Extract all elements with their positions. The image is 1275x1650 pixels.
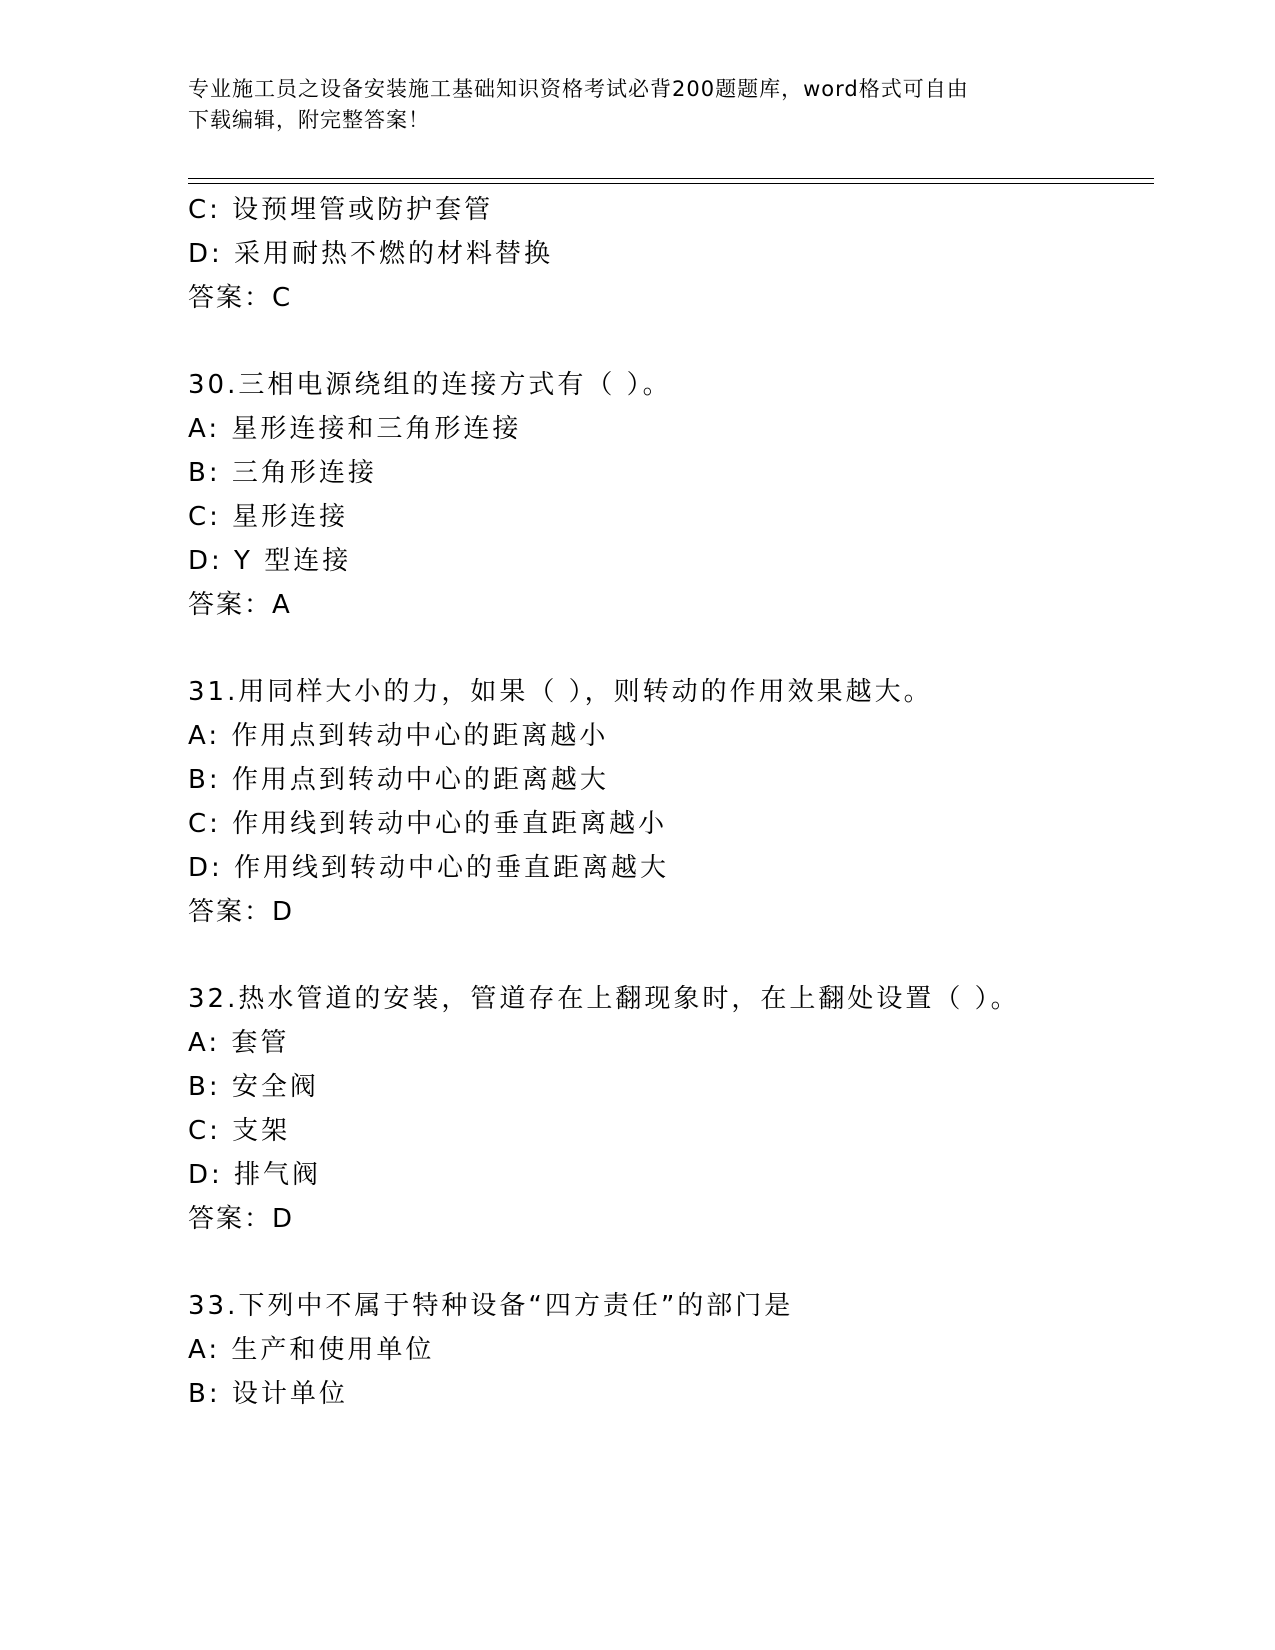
option-c: C: 星形连接	[188, 502, 349, 532]
option-d: D: 作用线到转动中心的垂直距离越大	[188, 853, 670, 883]
answer: 答案：D	[188, 1204, 295, 1234]
question-stem: 30.三相电源绕组的连接方式有（ ）。	[188, 370, 672, 400]
header-line-1: 专业施工员之设备安装施工基础知识资格考试必背200题题库，word格式可自由	[188, 77, 969, 101]
question-stem: 31.用同样大小的力，如果（ ），则转动的作用效果越大。	[188, 677, 933, 707]
option-a: A: 作用点到转动中心的距离越小	[188, 721, 609, 751]
question-stem: 32.热水管道的安装，管道存在上翻现象时，在上翻处设置（ ）。	[188, 984, 1020, 1014]
option-b: B: 作用点到转动中心的距离越大	[188, 765, 609, 795]
header-line-2: 下载编辑，附完整答案！	[188, 108, 430, 132]
option-b: B: 三角形连接	[188, 458, 377, 488]
option-b: B: 安全阀	[188, 1072, 319, 1102]
option-d: D: 排气阀	[188, 1160, 322, 1190]
header-divider-top	[188, 178, 1154, 179]
question-stem: 33.下列中不属于特种设备“四方责任”的部门是	[188, 1291, 794, 1321]
option-c: C: 作用线到转动中心的垂直距离越小	[188, 809, 668, 839]
option-a: A: 星形连接和三角形连接	[188, 414, 522, 444]
document-header	[188, 74, 1068, 136]
option-c: C: 支架	[188, 1116, 291, 1146]
option-a: A: 生产和使用单位	[188, 1335, 435, 1365]
option-a: A: 套管	[188, 1028, 290, 1058]
header-divider-bottom	[188, 183, 1154, 184]
option-d: D: 采用耐热不燃的材料替换	[188, 239, 554, 269]
option-d: D: Y 型连接	[188, 546, 352, 576]
answer: 答案：D	[188, 897, 295, 927]
answer: 答案：C	[188, 283, 293, 313]
option-b: B: 设计单位	[188, 1379, 348, 1409]
option-c: C: 设预埋管或防护套管	[188, 195, 494, 225]
answer: 答案：A	[188, 590, 292, 620]
